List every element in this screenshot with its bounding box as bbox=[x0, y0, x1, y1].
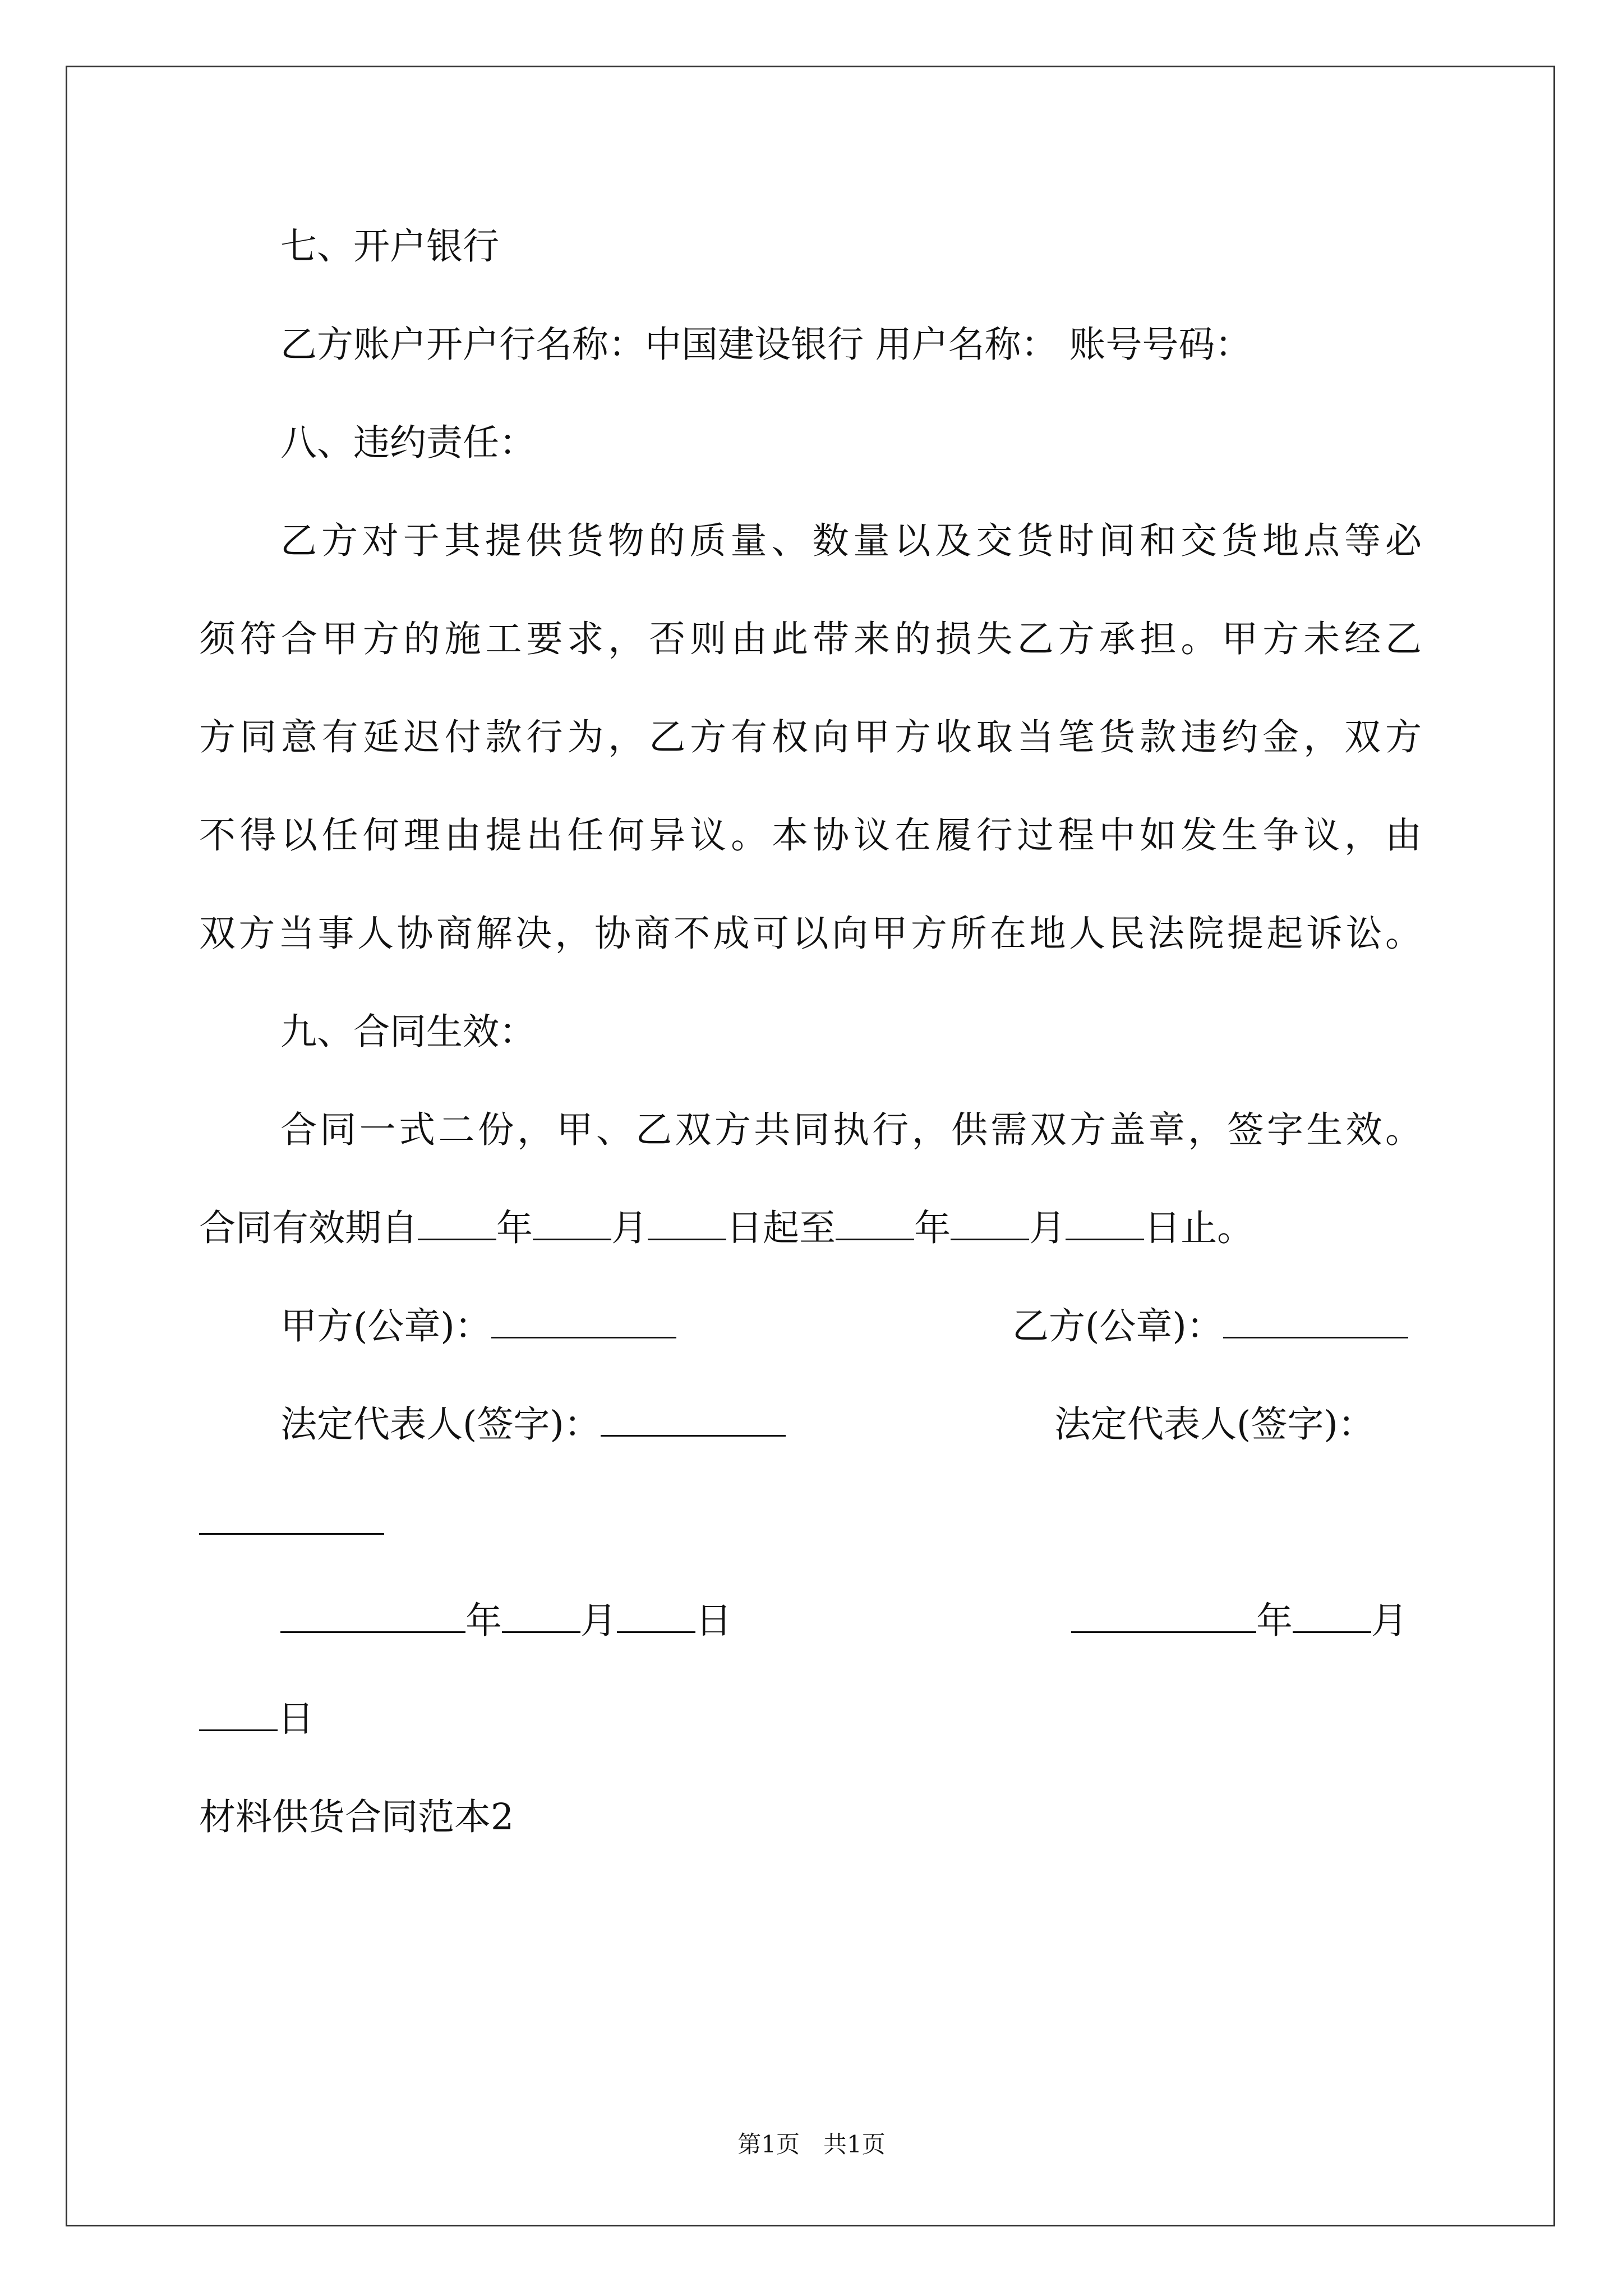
paragraph-line: 方同意有延迟付款行为，乙方有权向甲方收取当笔货款违约金，双方 bbox=[199, 716, 1422, 758]
validity-period-line bbox=[199, 1206, 1253, 1251]
blank-line bbox=[533, 1206, 611, 1240]
validity-text: 年 bbox=[496, 1207, 533, 1249]
blank-line bbox=[491, 1304, 676, 1338]
blank-line bbox=[1223, 1304, 1408, 1338]
section-7-heading: 七、开户银行 bbox=[280, 226, 500, 268]
date-day: 日 bbox=[695, 1600, 732, 1642]
date-a bbox=[280, 1599, 732, 1644]
validity-text: 年 bbox=[914, 1207, 951, 1249]
validity-text: 日起至 bbox=[726, 1207, 836, 1249]
date-b-day bbox=[199, 1697, 314, 1742]
page-number-footer: 第1页 共1页 bbox=[737, 2131, 886, 2158]
validity-text: 月 bbox=[611, 1207, 648, 1249]
blank-line bbox=[1066, 1206, 1144, 1240]
bank-info-line: 乙方账户开户行名称：中国建设银行 用户名称： 账号号码： bbox=[280, 324, 1252, 366]
blank-line bbox=[418, 1206, 496, 1240]
party-b-seal-label: 乙方(公章)： bbox=[1012, 1305, 1223, 1347]
date-year: 年 bbox=[465, 1600, 502, 1642]
party-b-seal bbox=[1012, 1304, 1408, 1349]
blank-line bbox=[199, 1697, 278, 1731]
rep-b-blank bbox=[199, 1501, 384, 1545]
rep-b bbox=[1054, 1402, 1375, 1447]
blank-line bbox=[502, 1599, 580, 1633]
paragraph-line: 不得以任何理由提出任何异议。本协议在履行过程中如发生争议，由 bbox=[199, 815, 1422, 857]
date-month: 月 bbox=[1371, 1600, 1408, 1642]
blank-line bbox=[1071, 1599, 1256, 1633]
blank-line bbox=[601, 1402, 786, 1437]
blank-line bbox=[836, 1206, 914, 1240]
paragraph-line: 须符合甲方的施工要求，否则由此带来的损失乙方承担。甲方未经乙 bbox=[199, 618, 1422, 660]
paragraph-line: 乙方对于其提供货物的质量、数量以及交货时间和交货地点等必 bbox=[280, 520, 1422, 562]
date-day: 日 bbox=[278, 1698, 315, 1740]
date-b bbox=[1071, 1599, 1408, 1644]
date-year: 年 bbox=[1256, 1600, 1293, 1642]
blank-line bbox=[951, 1206, 1029, 1240]
validity-text: 日止。 bbox=[1144, 1207, 1254, 1249]
paragraph-line: 合同一式二份，甲、乙双方共同执行，供需双方盖章，签字生效。 bbox=[280, 1109, 1422, 1151]
rep-a bbox=[280, 1402, 786, 1447]
blank-line bbox=[617, 1599, 695, 1633]
validity-text: 月 bbox=[1029, 1207, 1066, 1249]
section-8-heading: 八、违约责任： bbox=[280, 422, 536, 464]
validity-text: 合同有效期自 bbox=[199, 1207, 418, 1249]
party-a-seal-label: 甲方(公章)： bbox=[280, 1305, 491, 1347]
rep-b-label: 法定代表人(签字)： bbox=[1054, 1404, 1375, 1446]
paragraph-line: 双方当事人协商解决，协商不成可以向甲方所在地人民法院提起诉讼。 bbox=[199, 913, 1422, 955]
blank-line bbox=[280, 1599, 465, 1633]
party-a-seal bbox=[280, 1304, 676, 1349]
section-9-heading: 九、合同生效： bbox=[280, 1011, 536, 1053]
blank-line bbox=[1293, 1599, 1371, 1633]
blank-line bbox=[199, 1501, 384, 1535]
next-contract-title: 材料供货合同范本2 bbox=[199, 1796, 514, 1838]
rep-a-label: 法定代表人(签字)： bbox=[280, 1404, 601, 1446]
date-month: 月 bbox=[580, 1600, 617, 1642]
blank-line bbox=[648, 1206, 726, 1240]
